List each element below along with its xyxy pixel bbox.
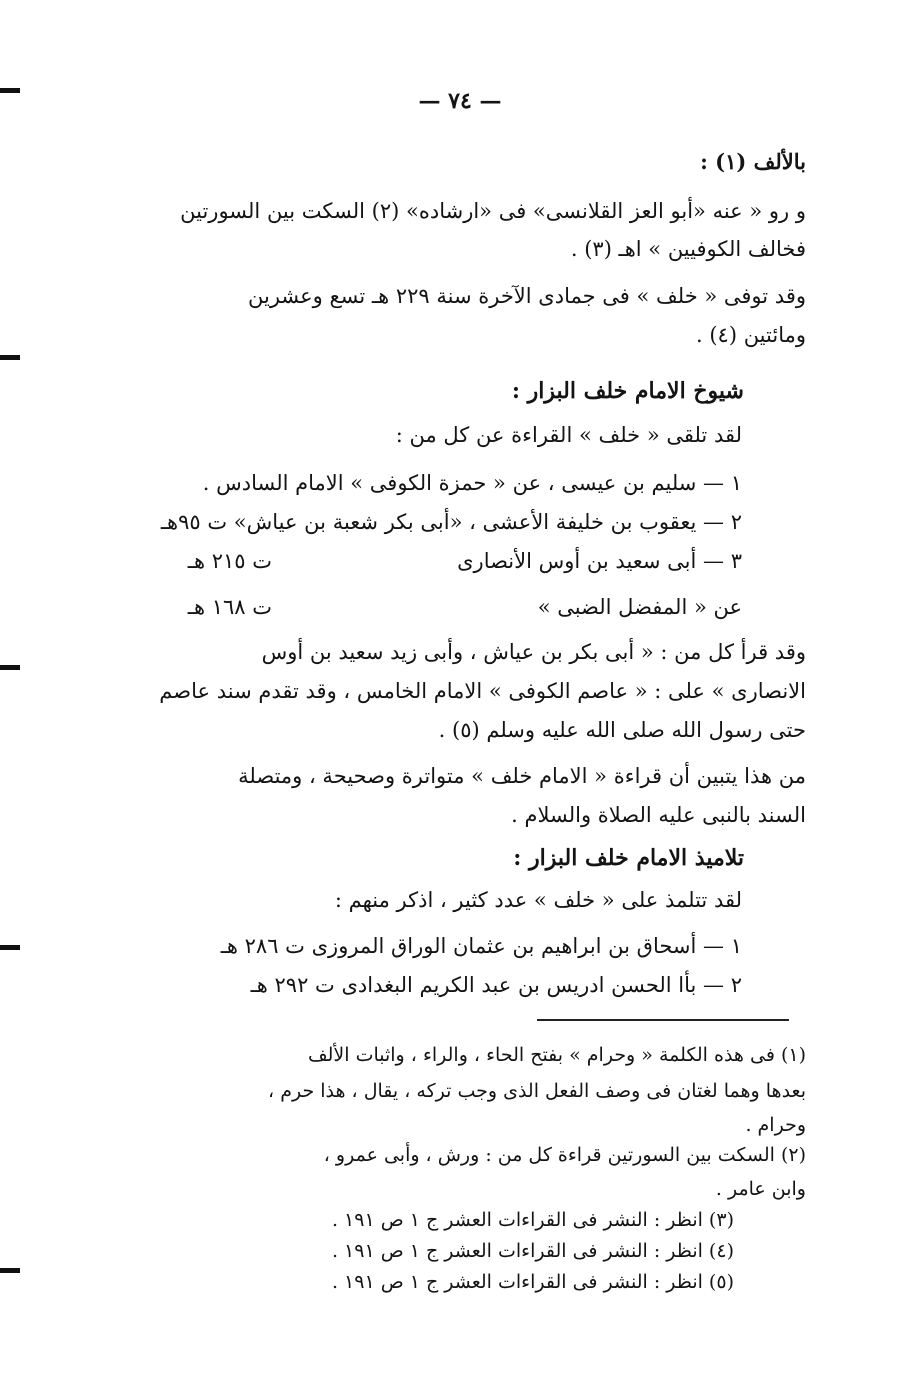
list-item: ٢ — يعقوب بن خليفة الأعشى ، «أبى بكر شعبة بن عياش» ت ٩٥هـ	[160, 510, 742, 534]
footnote-line: (٤) انظر : النشر فى القراءات العشر ج ١ ص ١٩١ .	[331, 1240, 734, 1262]
body-line: السند بالنبى عليه الصلاة والسلام .	[511, 803, 806, 827]
margin-mark	[0, 88, 20, 93]
list-item: ٣ — أبى سعيد بن أوس الأنصارى	[457, 549, 742, 573]
margin-mark	[0, 945, 20, 950]
body-line: ومائتين (٤) .	[696, 323, 806, 347]
footnote-line: (٣) انظر : النشر فى القراءات العشر ج ١ ص ١٩١ .	[331, 1209, 734, 1231]
list-item: ١ — سليم بن عيسى ، عن « حمزة الكوفى » الامام السادس .	[202, 471, 742, 495]
body-line: من هذا يتبين أن قراءة « الامام خلف » متواترة وصحيحة ، ومتصلة	[238, 764, 806, 788]
body-line: لقد تلقى « خلف » القراءة عن كل من :	[395, 423, 742, 447]
footnote-line: بعدها وهما لغتان فى وصف الفعل الذى وجب تركه ، يقال ، هذا حرم ،	[268, 1080, 806, 1102]
list-item-date: ت ١٦٨ هـ	[187, 595, 272, 619]
footnote-line: (١) فى هذه الكلمة « وحرام » بفتح الحاء ، والراء ، واثبات الألف	[307, 1044, 806, 1066]
footnote-line: وابن عامر .	[715, 1178, 806, 1200]
margin-mark	[0, 1268, 20, 1273]
margin-mark	[0, 355, 20, 360]
body-line: فخالف الكوفيين » اهـ (٣) .	[570, 237, 806, 261]
list-item: عن « المفضل الضبى »	[537, 595, 742, 619]
footnote-line: وحرام .	[745, 1114, 806, 1136]
body-line: وقد قرأ كل من : « أبى بكر بن عياش ، وأبى زيد سعيد بن أوس	[261, 640, 806, 664]
section-heading: شيوخ الامام خلف البزار :	[511, 378, 744, 404]
list-item: ١ — أسحاق بن ابراهيم بن عثمان الوراق المروزى ت ٢٨٦ هـ	[220, 934, 742, 958]
footnote-line: (٥) انظر : النشر فى القراءات العشر ج ١ ص ١٩١ .	[331, 1271, 734, 1293]
body-line: وقد توفى « خلف » فى جمادى الآخرة سنة ٢٢٩ هـ تسع وعشرين	[248, 284, 806, 308]
margin-mark	[0, 665, 20, 670]
footnote-line: (٢) السكت بين السورتين قراءة كل من : ورش ، وأبى عمرو ،	[323, 1144, 806, 1166]
body-line: حتى رسول الله صلى الله عليه وسلم (٥) .	[438, 718, 806, 742]
section-heading: تلاميذ الامام خلف البزار :	[513, 845, 744, 871]
body-line: بالألف (١) :	[700, 149, 806, 174]
list-item: ٢ — بأا الحسن ادريس بن عبد الكريم البغدادى ت ٢٩٢ هـ	[250, 973, 742, 997]
body-line: لقد تتلمذ على « خلف » عدد كثير ، اذكر منهم :	[334, 888, 742, 912]
footnote-separator	[537, 1019, 789, 1021]
body-line: و رو « عنه «أبو العز القلانسى» فى «ارشاده» (٢) السكت بين السورتين	[180, 199, 806, 223]
body-line: الانصارى » على : « عاصم الكوفى » الامام الخامس ، وقد تقدم سند عاصم	[159, 679, 806, 703]
page-number: — ٧٤ —	[418, 88, 502, 114]
list-item-date: ت ٢١٥ هـ	[187, 549, 272, 573]
